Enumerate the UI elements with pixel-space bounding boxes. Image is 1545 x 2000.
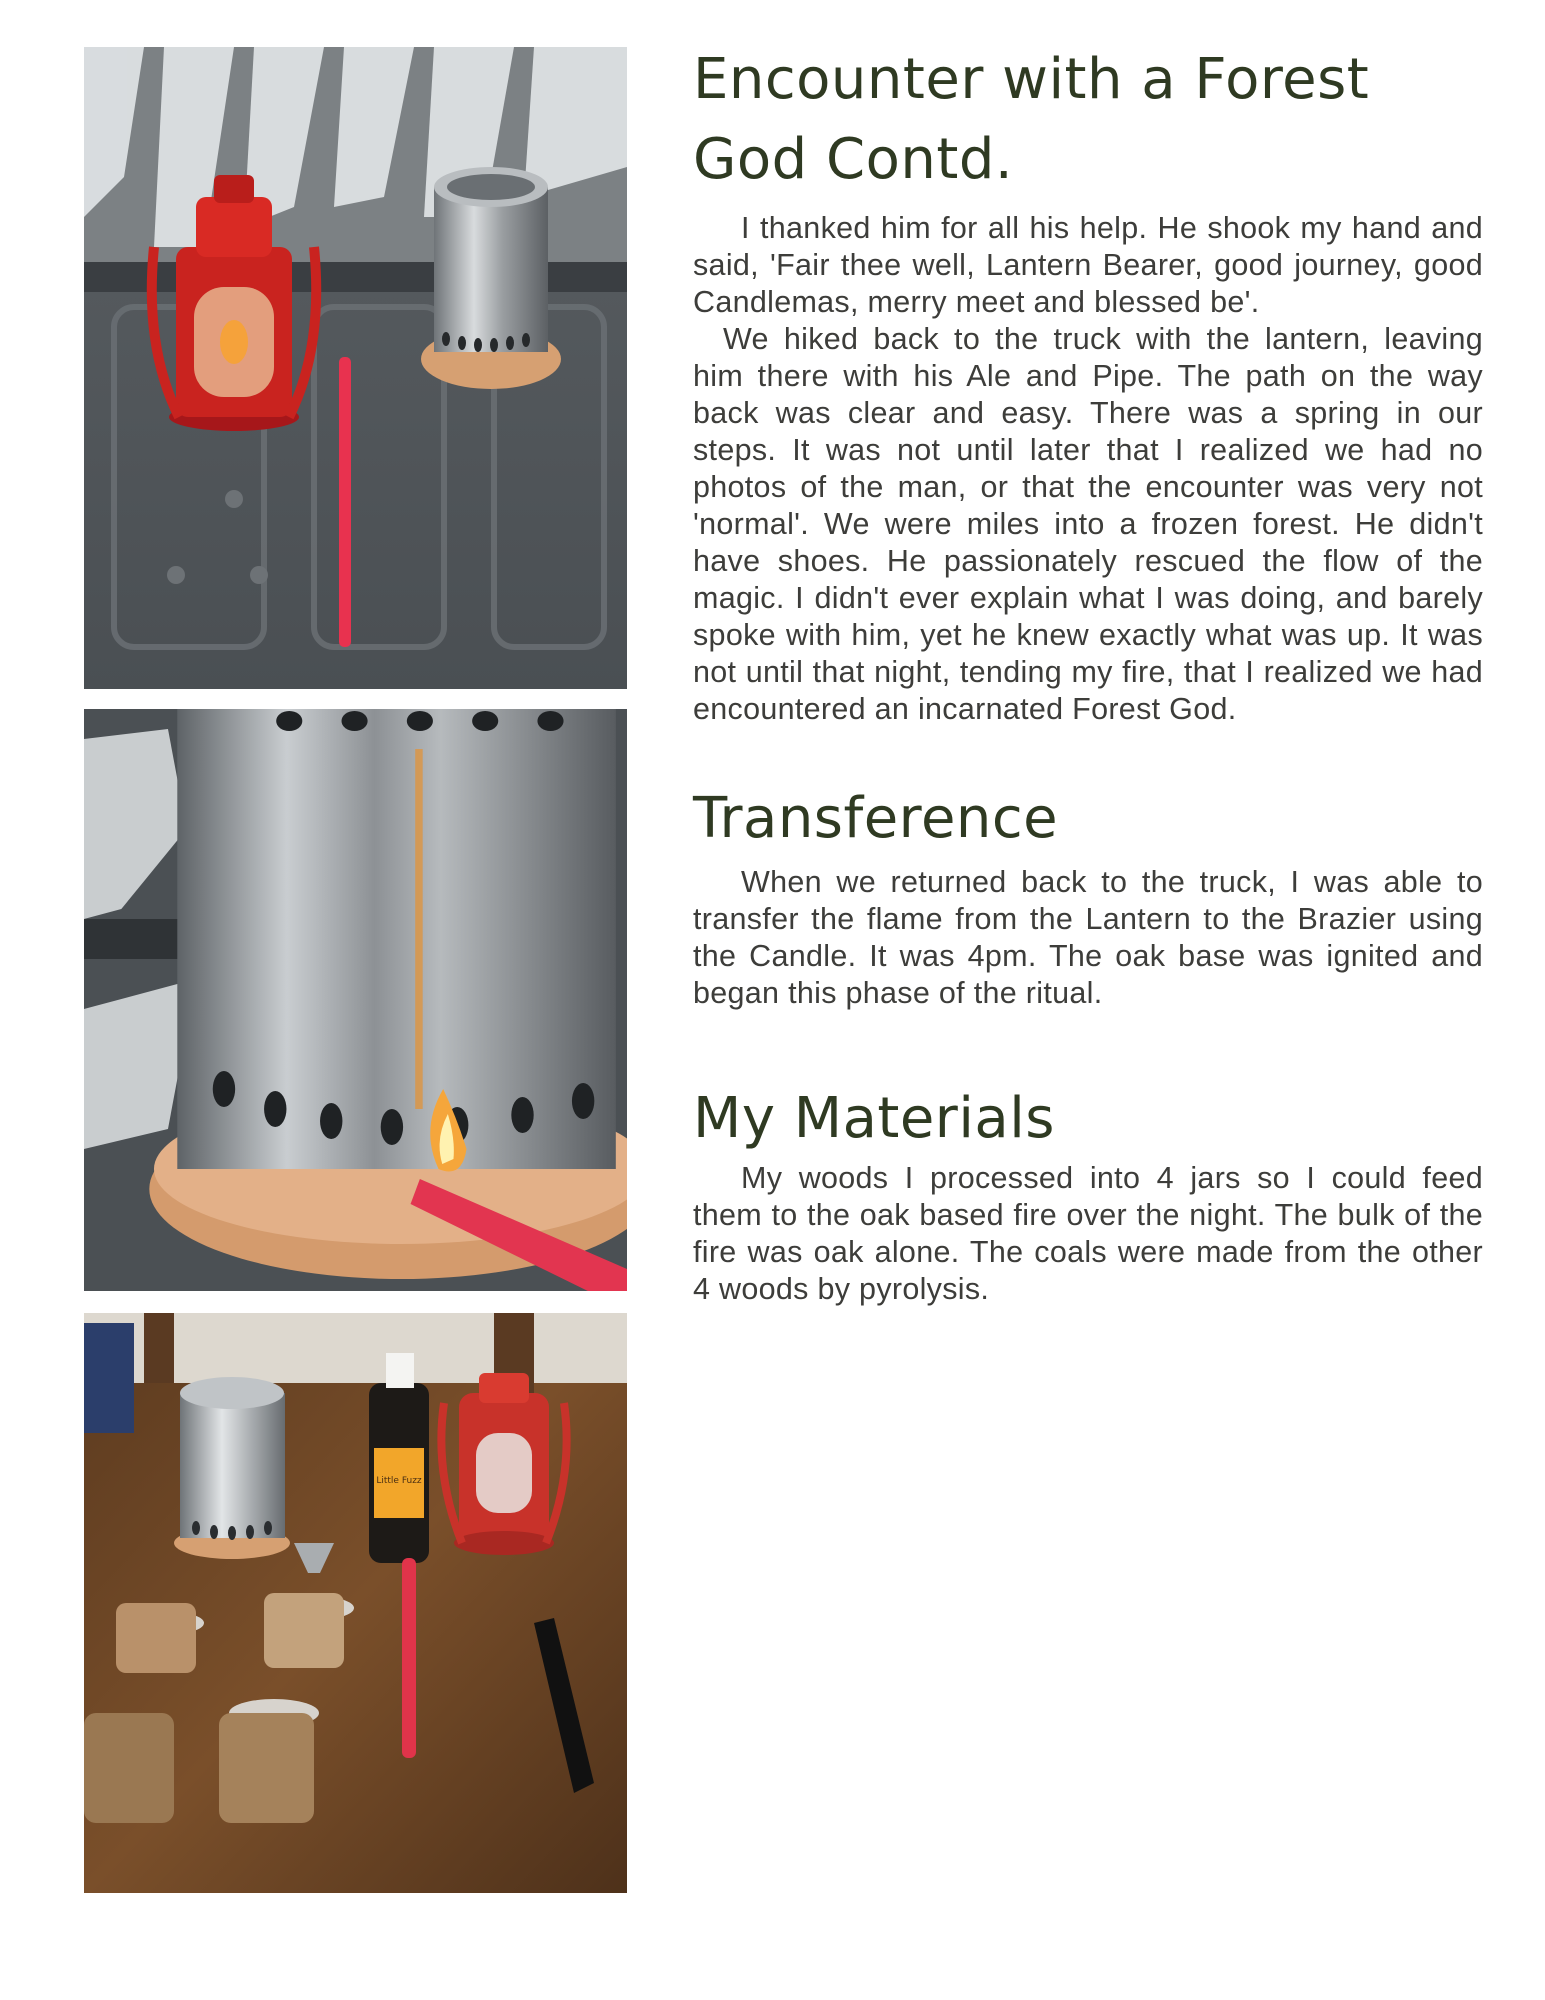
section-body-encounter	[693, 210, 1483, 728]
paragraph: We hiked back to the truck with the lantern, leaving him there with his Ale and Pipe. The path on the way back was clear and easy. There was a spring in our steps. It was not until later that I realized we had no photos of the man, or that the encounter was very not 'normal'. We were miles into a frozen forest. He didn't have shoes. He passionately rescued the flow of the magic. I didn't ever explain what I was doing, and barely spoke with him, yet he knew exactly what was up. It was not until that night, tending my fire, that I realized we had encountered an incarnated Forest God.	[693, 322, 1483, 726]
article-column	[693, 40, 1483, 1308]
section-title-encounter: Encounter with a Forest God Contd.	[693, 47, 1370, 192]
photo-materials-table	[84, 1313, 627, 1893]
lamp-oil-label: Little Fuzz	[376, 1476, 422, 1486]
photo-brazier-lighting	[84, 709, 627, 1291]
photo-lantern-candle-brazier	[84, 47, 627, 689]
paragraph: I thanked him for all his help. He shook my hand and said, 'Fair thee well, Lantern Bearer, good journey, good Candlemas, merry meet and blessed be'.	[693, 211, 1483, 319]
section-body-transference	[693, 864, 1483, 1012]
section-body-materials	[693, 1160, 1483, 1308]
section-title-materials: My Materials	[693, 1086, 1055, 1151]
section-title-transference: Transference	[693, 786, 1059, 851]
paragraph: When we returned back to the truck, I was able to transfer the flame from the Lantern to the Brazier using the Candle. It was 4pm. The oak base was ignited and began this phase of the ritual.	[693, 865, 1483, 1010]
paragraph: My woods I processed into 4 jars so I could feed them to the oak based fire over the night. The bulk of the fire was oak alone. The coals were made from the other 4 woods by pyrolysis.	[693, 1161, 1483, 1306]
